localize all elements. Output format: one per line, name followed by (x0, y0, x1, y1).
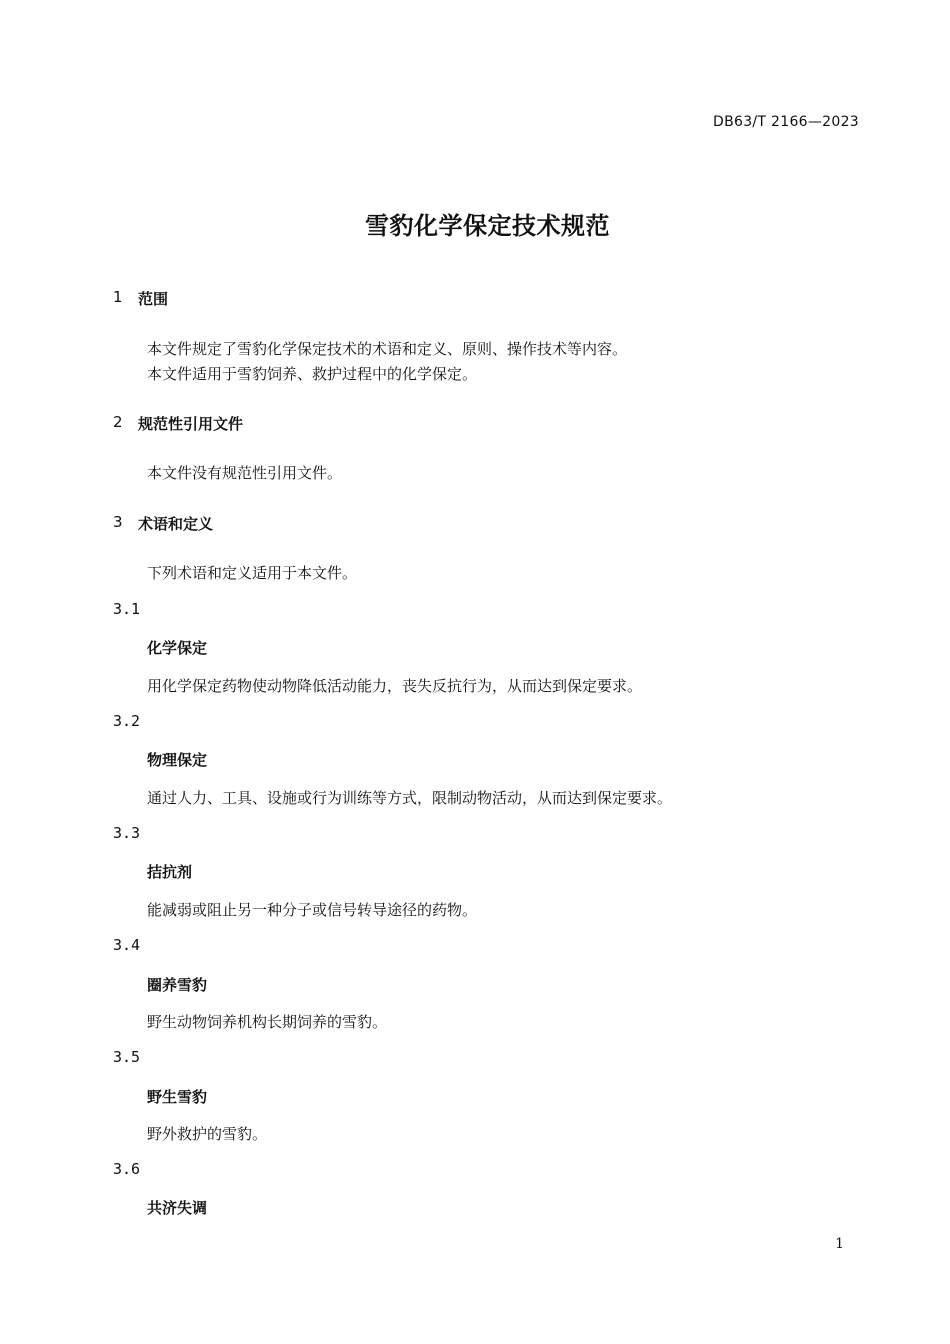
section-heading: 范围 (138, 290, 169, 308)
term-number: 3.6 (113, 1160, 141, 1178)
term-name: 共济失调 (147, 1199, 208, 1217)
term-definition: 野外救护的雪豹。 (147, 1125, 268, 1143)
term-definition: 野生动物饲养机构长期饲养的雪豹。 (147, 1013, 388, 1031)
paragraph: 本文件没有规范性引用文件。 (147, 464, 343, 482)
term-definition: 用化学保定药物使动物降低活动能力，丧失反抗行为，从而达到保定要求。 (147, 677, 643, 695)
section-number: 2 (113, 413, 123, 431)
term-definition: 能减弱或阻止另一种分子或信号转导途径的药物。 (147, 901, 478, 919)
term-number: 3.5 (113, 1048, 141, 1066)
section-number: 3 (113, 513, 123, 531)
term-name: 圈养雪豹 (147, 976, 208, 994)
paragraph: 下列术语和定义适用于本文件。 (147, 564, 358, 582)
paragraph: 本文件适用于雪豹饲养、救护过程中的化学保定。 (147, 365, 478, 383)
section-heading: 规范性引用文件 (138, 415, 244, 433)
paragraph: 本文件规定了雪豹化学保定技术的术语和定义、原则、操作技术等内容。 (147, 340, 628, 358)
term-definition: 通过人力、工具、设施或行为训练等方式，限制动物活动，从而达到保定要求。 (147, 789, 673, 807)
page-number: 1 (835, 1236, 844, 1252)
section-number: 1 (113, 288, 123, 306)
term-number: 3.3 (113, 824, 141, 842)
document-title: 雪豹化学保定技术规范 (365, 212, 610, 240)
term-name: 拮抗剂 (147, 863, 193, 881)
term-name: 物理保定 (147, 751, 208, 769)
term-number: 3.4 (113, 936, 141, 954)
section-heading: 术语和定义 (138, 515, 214, 533)
term-name: 化学保定 (147, 639, 208, 657)
term-number: 3.1 (113, 600, 141, 618)
term-name: 野生雪豹 (147, 1088, 208, 1106)
term-number: 3.2 (113, 712, 141, 730)
document-code: DB63/T 2166—2023 (713, 114, 859, 130)
